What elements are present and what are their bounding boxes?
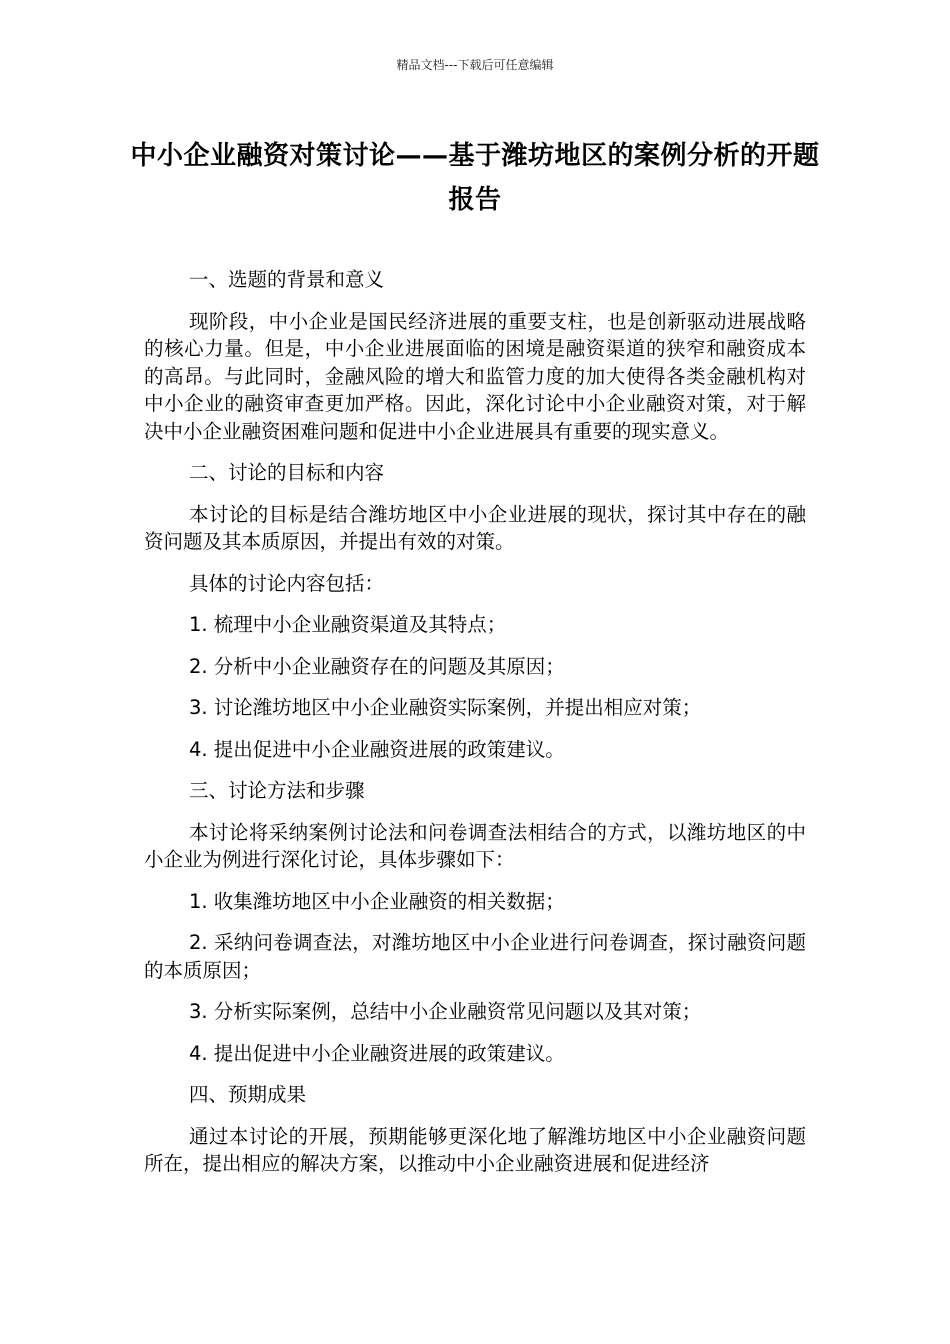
section-heading-outcomes: 四、预期成果 <box>189 1083 307 1106</box>
document-body <box>144 266 806 1192</box>
document-title: 中小企业融资对策讨论——基于潍坊地区的案例分析的开题报告 <box>130 141 820 215</box>
list-item: 1. 梳理中小企业融资渠道及其特点； <box>189 613 507 636</box>
paragraph-goals: 本讨论的目标是结合潍坊地区中小企业进展的现状，探讨其中存在的融资问题及其本质原因，并提出有效的对策。 <box>144 502 806 553</box>
paragraph-methods: 本讨论将采纳案例讨论法和问卷调查法相结合的方式，以潍坊地区的中小企业为例进行深化讨论，具体步骤如下： <box>144 820 806 871</box>
paragraph-content-intro: 具体的讨论内容包括： <box>189 571 385 595</box>
list-item: 2. 分析中小企业融资存在的问题及其原因； <box>189 654 565 678</box>
paragraph-background: 现阶段，中小企业是国民经济进展的重要支柱，也是创新驱动进展战略的核心力量。但是，中小企业进展面临的困境是融资渠道的狭窄和融资成本的高昂。与此同时，金融风险的增大和监管力度的加大使得各类金融机构对中小企业的融资审查更加严格。因此，深化讨论中小企业融资对策，对于解决中小企业融资困难问题和促进中小企业进展具有重要的现实意义。 <box>144 309 806 443</box>
list-item: 3. 讨论潍坊地区中小企业融资实际案例，并提出相应对策； <box>189 696 702 719</box>
section-heading-goals: 二、讨论的目标和内容 <box>189 461 385 484</box>
paragraph-outcomes: 通过本讨论的开展，预期能够更深化地了解潍坊地区中小企业融资问题所在，提出相应的解决方案，以推动中小企业融资进展和促进经济 <box>144 1124 806 1175</box>
list-item: 2. 采纳问卷调查法，对潍坊地区中小企业进行问卷调查，探讨融资问题的本质原因； <box>144 931 806 982</box>
section-heading-methods: 三、讨论方法和步骤 <box>189 779 365 802</box>
header-note: 精品文档---下载后可任意编辑 <box>396 58 554 72</box>
list-item: 3. 分析实际案例，总结中小企业融资常见问题以及其对策； <box>189 1000 702 1023</box>
list-item: 4. 提出促进中小企业融资进展的政策建议。 <box>189 1041 565 1065</box>
section-heading-background: 一、选题的背景和意义 <box>189 268 385 291</box>
list-item: 4. 提出促进中小企业融资进展的政策建议。 <box>189 737 565 761</box>
list-item: 1. 收集潍坊地区中小企业融资的相关数据； <box>189 889 565 913</box>
